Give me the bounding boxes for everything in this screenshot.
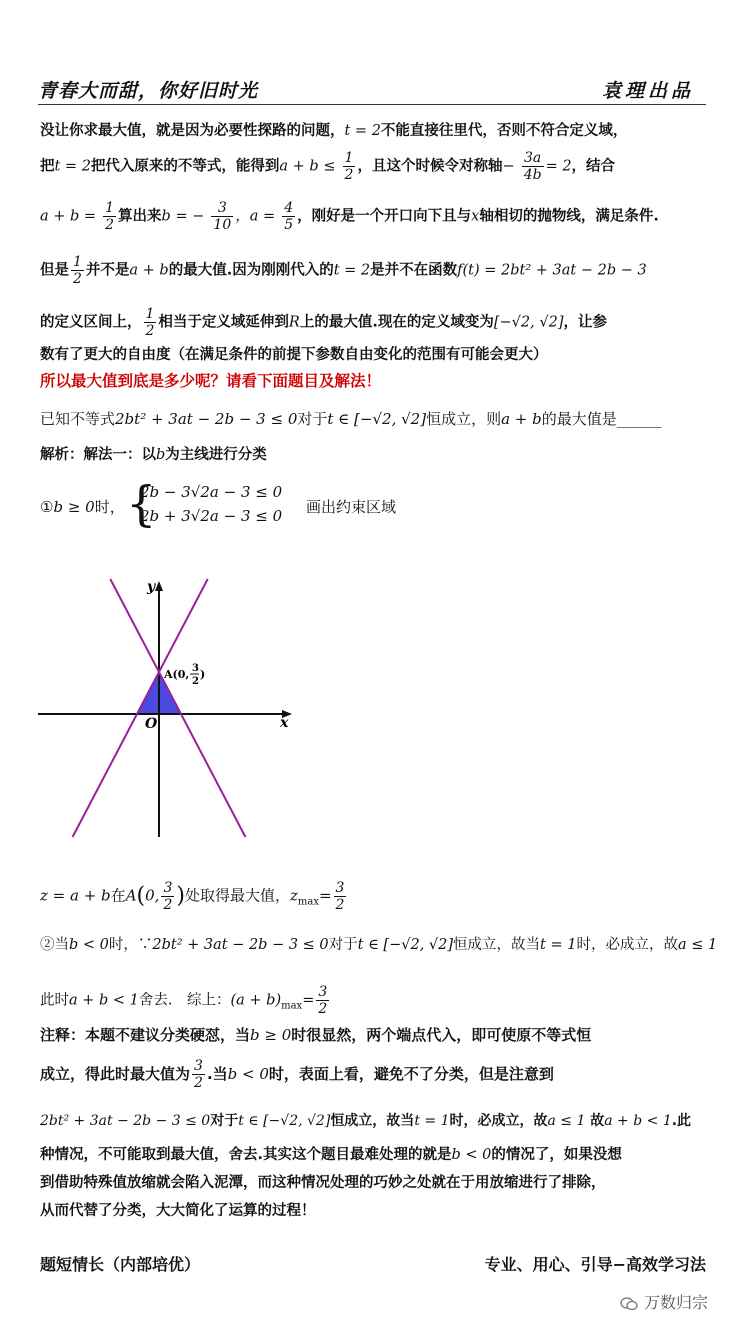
para1-line1: 没让你求最大值，就是因为必要性探路的问题，t = 2不能直接往里代，否则不符合定义域，: [40, 123, 628, 139]
fraction-half: $\frac{1}{2}$: [73, 254, 82, 287]
fraction-half: $\frac{1}{2}$: [145, 306, 155, 339]
brace: {: [126, 476, 157, 532]
solution-title: 解析：解法一：以b为主线进行分类: [40, 447, 267, 463]
draw-region-text: 画出约束区域: [306, 498, 397, 516]
fraction-3-2: $\frac{3}{2}$: [318, 984, 328, 1017]
inequality-system: [126, 476, 283, 532]
wechat-icon: [620, 1297, 638, 1311]
y-axis-arrow: [155, 581, 163, 591]
note-line5: 到借助特殊值放缩就会陷入泥潭，而这种情况处理的巧妙之处就在于用放缩进行了排除，: [40, 1175, 606, 1191]
note-line1: 注释：本题不建议分类硬怼，当b ≥ 0时很显然，两个端点代入，即可使原不等式恒: [40, 1026, 592, 1044]
para1-line5: 的定义区间上， $\frac{1}{2}$ 相当于定义域延伸到R上的最大值.现在的定义域变为[−√2, √2]，让参: [40, 306, 607, 339]
boundary-line-1: [110, 579, 245, 837]
boundary-line-2: [73, 579, 208, 837]
problem-statement: 已知不等式2bt² + 3at − 2b − 3 ≤ 0对于t ∈ [−√2, √2]恒成立，则a + b的最大值是______: [40, 410, 662, 428]
fraction-3-10: $\frac{3}{10}$: [213, 200, 232, 233]
fraction-half: $\frac{1}{2}$: [105, 200, 115, 233]
note-line6: 从而代替了分类，大大简化了运算的过程！: [40, 1203, 316, 1219]
para1-line6: 数有了更大的自由度（在满足条件的前提下参数自由变化的范围有可能会更大）: [40, 347, 548, 363]
system-line-2: 2b + 3√2a − 3 ≤ 0: [140, 507, 283, 525]
para1-line3: a + b = $\frac{1}{2}$ 算出来b = − $\frac{3}{10}$ ，a = $\frac{4}{5}$ ，刚好是一个开口向下且与x轴相切的抛物线，满足条件.: [40, 200, 659, 233]
point-a-frac-d: 2: [192, 676, 199, 687]
fraction-4-5: $\frac{4}{5}$: [284, 200, 294, 233]
point-a-frac-n: 3: [192, 663, 199, 674]
note-line2: 成立，得此时最大值为 $\frac{3}{2}$ .当b < 0时，表面上看，避免不了分类，但是注意到: [40, 1058, 554, 1091]
case2-line1: ②当b < 0时，∵2bt² + 3at − 2b − 3 ≤ 0对于t ∈ [−√2, √2]恒成立，故当t = 1时，必成立，故a ≤ 1: [40, 937, 718, 953]
watermark-text: 万数归宗: [644, 1293, 709, 1312]
result-case1: z = a + b在A(0, $\frac{3}{2}$ )处取得最大值，$z_{max}=$ $\frac{3}{2}$: [40, 880, 345, 913]
fraction-half: $\frac{1}{2}$: [344, 150, 354, 183]
para1-line4: 但是 $\frac{1}{2}$ 并不是a + b的最大值.因为刚刚代入的t = 2是并不在函数f(t) = 2bt² + 3at − 2b − 3: [40, 254, 647, 287]
constraint-graph: [30, 575, 300, 840]
case1-label: ①b ≥ 0时，: [40, 498, 125, 516]
origin-label: O: [145, 716, 158, 732]
note-line3: 2bt² + 3at − 2b − 3 ≤ 0对于t ∈ [−√2, √2]恒成立，故当t = 1时，必成立，故a ≤ 1 故a + b < 1.此: [40, 1113, 692, 1129]
point-a-label: A(0,: [164, 668, 190, 681]
footer-right: 专业、用心、引导−高效学习法: [484, 1255, 706, 1274]
page-header: [38, 74, 706, 105]
header-title: 青春大而甜，你好旧时光: [38, 80, 259, 102]
fraction-3a-4b: $\frac{3a}{4b}$: [523, 150, 542, 183]
footer-left: 题短情长（内部培优）: [40, 1255, 201, 1274]
para1-line2: 把t = 2把代入原来的不等式，能得到a + b ≤ $\frac{1}{2}$ ，且这个时候令对称轴− $\frac{3a}{4b}$ = 2，结合: [40, 150, 616, 183]
system-line-1: 2b − 3√2a − 3 ≤ 0: [140, 483, 283, 501]
fraction-3-2: $\frac{3}{2}$: [194, 1058, 203, 1091]
fraction-3-2: $\frac{3}{2}$: [163, 880, 173, 913]
header-author: 袁理出品: [601, 80, 694, 102]
x-axis-label: x: [280, 715, 289, 731]
red-question: 所以最大值到底是多少呢？请看下面题目及解法！: [40, 372, 382, 390]
case2-line2: 此时a + b < 1舍去. 综上：$(a + b)_{max}=$ $\frac{3}{2}$: [40, 984, 328, 1017]
watermark: [620, 1290, 708, 1313]
y-axis-label: y: [147, 579, 156, 595]
fraction-3-2: $\frac{3}{2}$: [335, 880, 345, 913]
note-line4: 种情况，不可能取到最大值，舍去.其实这个题目最难处理的就是b < 0的情况了，如果没想: [40, 1147, 622, 1163]
point-a-close: ): [200, 668, 206, 681]
